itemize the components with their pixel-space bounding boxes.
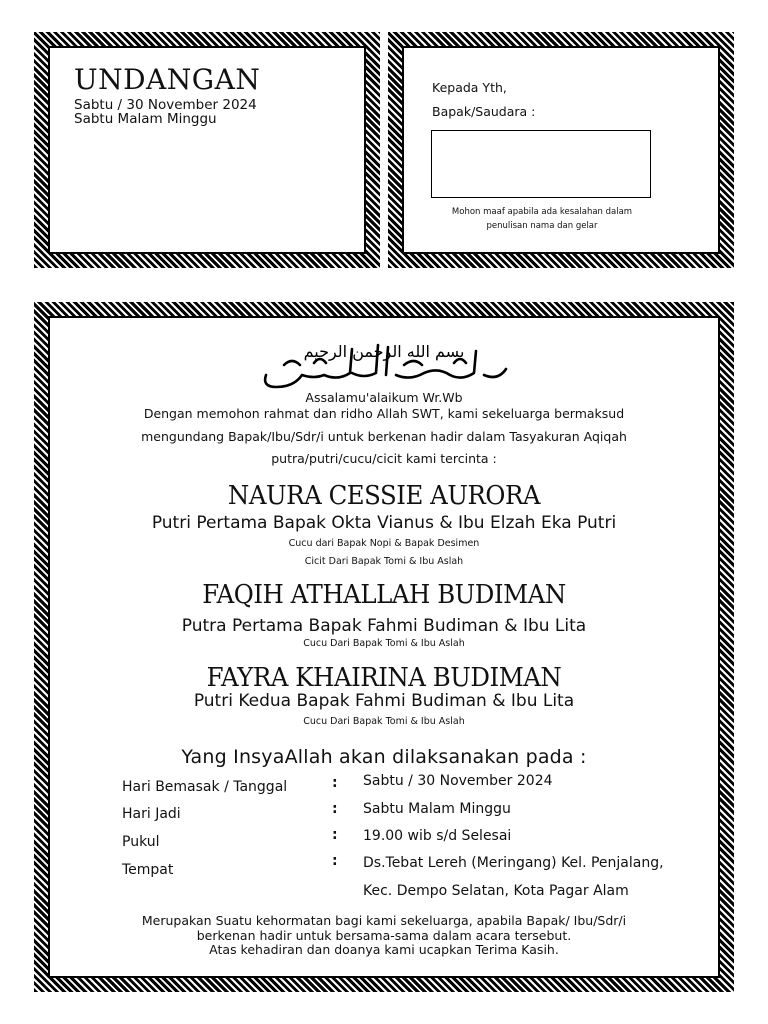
- child-grandparents-3: Cucu Dari Bapak Tomi & Ibu Aslah: [303, 716, 465, 727]
- basmalah-text: بسم الله الرحمن الرحيم: [303, 342, 465, 361]
- detail-label-date: Hari Bemasak / Tanggal: [122, 779, 288, 795]
- child-parents-3: Putri Kedua Bapak Fahmi Budiman & Ibu Lita: [193, 691, 575, 711]
- intro-line-1: Dengan memohon rahmat dan ridho Allah SWT, kami sekeluarga bermaksud: [143, 406, 625, 421]
- detail-label-place: Tempat: [122, 862, 174, 878]
- closing-line-1: Merupakan Suatu kehormatan bagi kami sekeluarga, apabila Bapak/ Ibu/Sdr/i: [141, 913, 627, 928]
- basmalah-calligraphy-icon: [254, 335, 514, 393]
- greeting: Assalamu'alaikum Wr.Wb: [305, 390, 463, 405]
- child-name-2: FAQIH ATHALLAH BUDIMAN: [202, 580, 566, 610]
- recipient-to: Kepada Yth,: [432, 80, 507, 95]
- detail-value-day: Sabtu Malam Minggu: [363, 801, 511, 817]
- detail-colon: :: [332, 827, 338, 843]
- detail-value-date: Sabtu / 30 November 2024: [363, 773, 553, 789]
- detail-colon: :: [332, 801, 338, 817]
- recipient-salutation: Bapak/Saudara :: [432, 104, 536, 119]
- detail-label-time: Pukul: [122, 834, 160, 850]
- recipient-note-line1: Mohon maaf apabila ada kesalahan dalam: [451, 207, 633, 217]
- intro-line-2: mengundang Bapak/Ibu/Sdr/i untuk berkenan hadir dalam Tasyakuran Aqiqah: [141, 429, 627, 444]
- child-parents-1: Putri Pertama Bapak Okta Vianus & Ibu Elzah Eka Putri: [151, 513, 617, 533]
- detail-colon: :: [332, 853, 338, 869]
- child-grandparents-1: Cucu dari Bapak Nopi & Bapak Desimen: [288, 538, 480, 549]
- detail-value-place: Ds.Tebat Lereh (Meringang) Kel. Penjalang,: [363, 855, 664, 871]
- detail-label-day: Hari Jadi: [122, 806, 181, 822]
- closing-line-3: Atas kehadiran dan doanya kami ucapkan Terima Kasih.: [209, 942, 559, 957]
- child-parents-2: Putra Pertama Bapak Fahmi Budiman & Ibu Lita: [181, 616, 587, 636]
- detail-value-place-line2: Kec. Dempo Selatan, Kota Pagar Alam: [363, 883, 629, 899]
- detail-colon: :: [332, 775, 338, 791]
- closing-line-2: berkenan hadir untuk bersama-sama dalam acara tersebut.: [196, 928, 572, 943]
- invitation-title: UNDANGAN: [74, 63, 261, 96]
- detail-value-time: 19.00 wib s/d Selesai: [363, 828, 512, 844]
- child-name-3: FAYRA KHAIRINA BUDIMAN: [206, 663, 562, 693]
- recipient-note-line2: penulisan nama dan gelar: [486, 221, 598, 231]
- header-day: Sabtu Malam Minggu: [74, 111, 217, 127]
- basmalah-calligraphy: [34, 335, 734, 397]
- child-name-1: NAURA CESSIE AURORA: [227, 481, 541, 511]
- recipient-name-box: [431, 130, 651, 198]
- child-great-grandparents-1: Cicit Dari Bapak Tomi & Ibu Aslah: [304, 556, 464, 567]
- child-grandparents-2: Cucu Dari Bapak Tomi & Ibu Aslah: [303, 638, 465, 649]
- intro-line-3: putra/putri/cucu/cicit kami tercinta :: [271, 451, 497, 466]
- header-date: Sabtu / 30 November 2024: [74, 97, 257, 113]
- event-intro: Yang InsyaAllah akan dilaksanakan pada :: [181, 746, 587, 768]
